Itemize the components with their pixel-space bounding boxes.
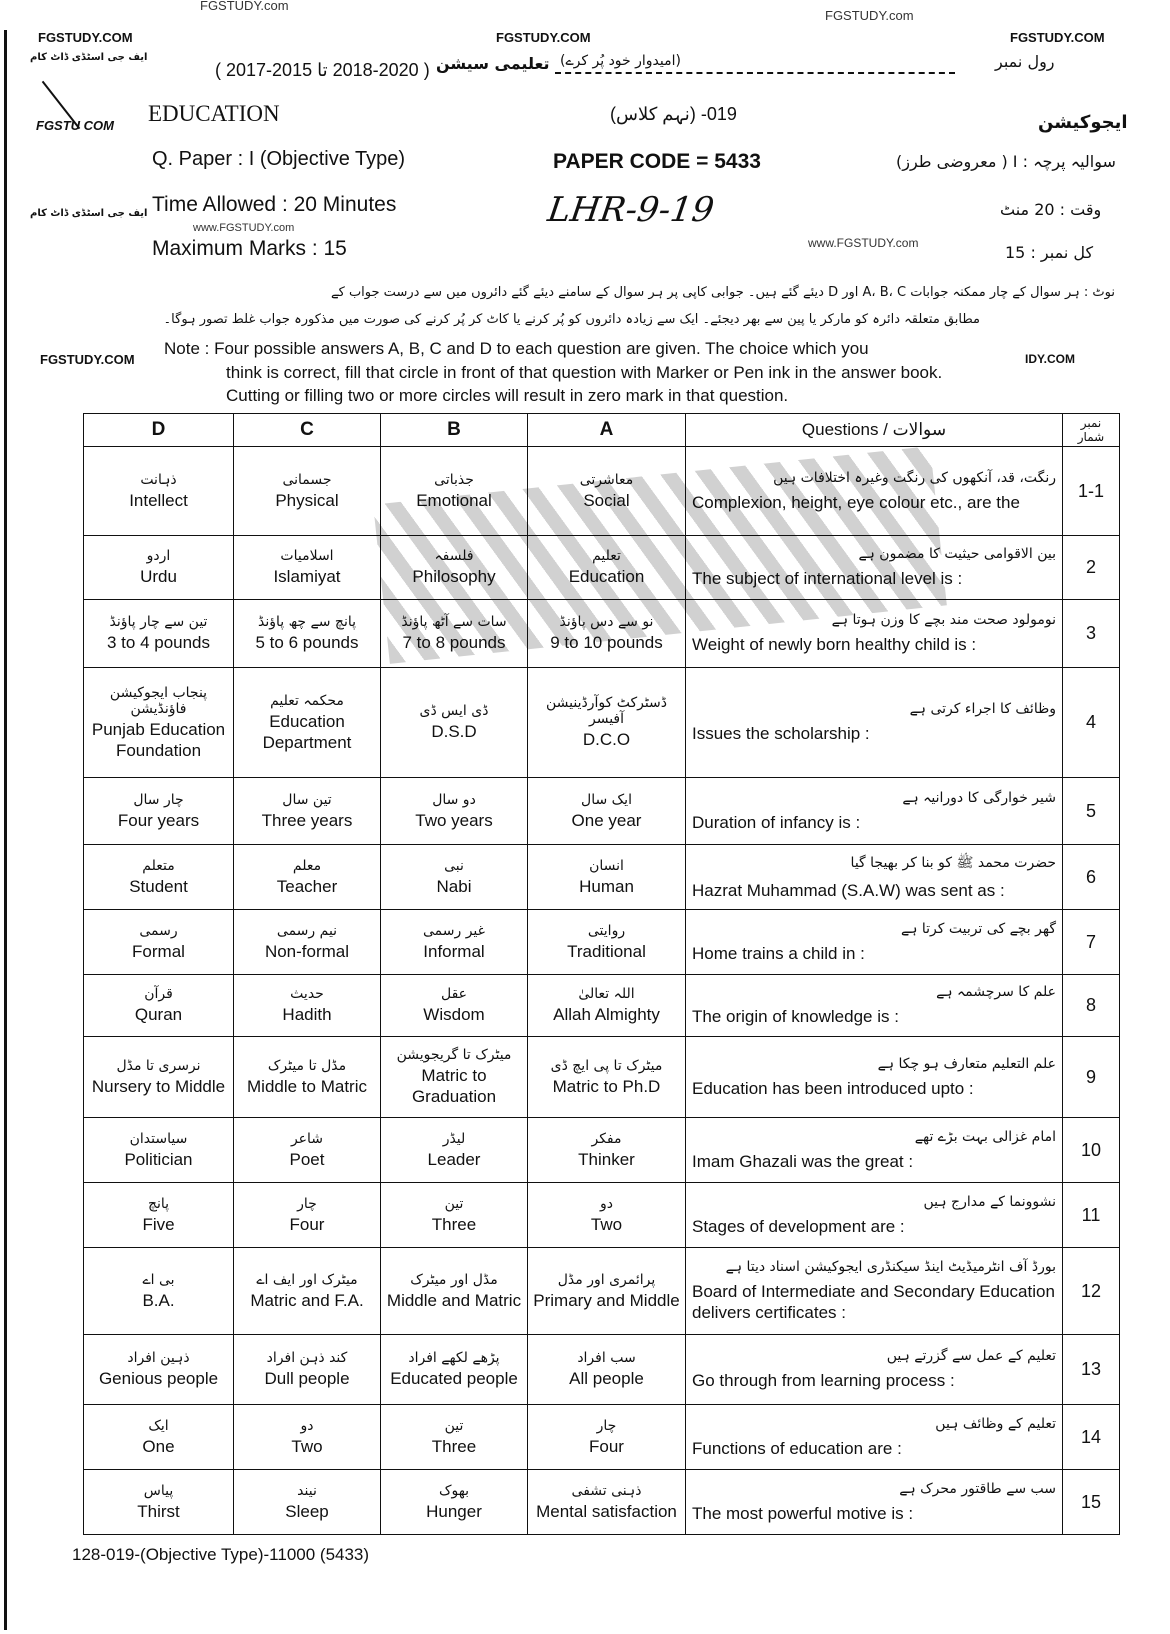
option-b [381,845,528,910]
question-english: Functions of education are : [692,1438,902,1458]
option-b [381,668,528,778]
watermark: FGSTUDY.com [825,8,914,23]
option-english: 5 to 6 pounds [255,633,359,652]
question-paper-type-urdu: سوالیہ پرچہ : I ( معروضی طرز) [896,152,1116,171]
question-text [686,1335,1063,1405]
watermark: www.FGSTUDY.com [193,222,295,234]
question-row [84,1248,1120,1335]
option-english: Two [590,1214,623,1234]
option-c [234,1335,381,1405]
option-english: Teacher [276,876,338,896]
option-urdu: تین [444,1195,464,1212]
option-english: Five [142,1214,175,1234]
option-urdu: ایک سال [581,791,632,808]
question-number: 8 [1063,975,1120,1037]
option-urdu: مڈل اور میٹرک [410,1271,498,1288]
option-d [84,1335,234,1405]
option-urdu: پانچ سے چھ پاؤنڈ [257,614,357,630]
question-urdu: بین الاقوامی حیثیت کا مضمون ہے [858,546,1056,562]
question-row [84,975,1120,1037]
option-english: Education [568,567,645,586]
option-urdu: بی اے [142,1271,175,1288]
option-english: Wisdom [423,1005,485,1024]
option-urdu: شاعر [290,1130,324,1147]
question-english: Duration of infancy is : [692,812,861,832]
option-urdu: نرسری تا مڈل [116,1057,201,1074]
question-row [84,668,1120,778]
question-number: 6 [1063,845,1120,910]
option-english: Intellect [129,490,188,510]
option-a [528,1118,686,1183]
option-d [84,910,234,975]
option-english: Two years [415,810,493,830]
option-urdu: معلم [292,857,322,874]
option-urdu: غیر رسمی [423,922,485,939]
option-b [381,1183,528,1248]
option-c [234,1470,381,1535]
option-a [528,1037,686,1118]
option-c [234,845,381,910]
option-urdu: سات سے آٹھ پاؤنڈ [401,614,507,630]
option-urdu: چار سال [133,791,184,808]
option-english: D.S.D [431,722,477,741]
question-text [686,668,1063,778]
option-english: Physical [275,490,339,510]
option-urdu: روایتی [587,922,626,939]
option-english: Politician [124,1149,193,1169]
option-c [234,975,381,1037]
option-urdu: پیاس [143,1482,174,1499]
question-number: 10 [1063,1118,1120,1183]
class-code: (نہم کلاس) -019 [610,104,737,124]
option-english: Middle to Matric [247,1076,367,1096]
option-a [528,778,686,845]
option-english: Punjab Education Foundation [91,719,226,760]
option-english: 3 to 4 pounds [106,633,211,652]
option-urdu: کند ذہن افراد [266,1350,348,1366]
option-english: Thirst [137,1501,180,1521]
time-allowed-urdu: وقت : 20 منٹ [1000,200,1102,219]
option-english: Allah Almighty [553,1005,660,1024]
option-urdu: پرائمری اور مڈل [557,1271,656,1288]
handwritten-code: LHR-9-19 [545,190,717,230]
option-english: Three [431,1214,477,1234]
note-line1: Note : Four possible answers A, B, C and D to each question are given. The choice which you [164,339,869,358]
option-english: Hunger [426,1501,482,1521]
question-english: Issues the scholarship : [692,724,870,743]
option-a [528,668,686,778]
option-urdu: دو سال [432,791,476,808]
option-urdu: محکمہ تعلیم [270,692,344,709]
question-row [84,1183,1120,1248]
question-number: 11 [1063,1183,1120,1248]
option-english: Emotional [416,490,492,510]
option-a [528,1183,686,1248]
question-number: 7 [1063,910,1120,975]
question-number: 9 [1063,1037,1120,1118]
option-english: Mental satisfaction [536,1501,677,1521]
scan-edge [4,30,7,1630]
paper-code: PAPER CODE = 5433 [553,150,761,173]
option-urdu: پڑھے لکھے افراد [408,1350,500,1366]
option-urdu: فلسفہ [434,548,474,564]
option-d [84,1405,234,1470]
question-english: Education has been introduced upto : [692,1078,974,1098]
option-english: Quran [134,1005,183,1024]
option-a [528,845,686,910]
option-english: Middle and Matric [386,1290,522,1310]
watermark: FGSTU COM [36,118,114,133]
option-english: 7 to 8 pounds [402,633,506,652]
column-header-number: نمبر شمار [1063,414,1120,447]
question-text [686,1037,1063,1118]
option-urdu: ڈی ایس ڈی [419,703,489,719]
option-english: B.A. [142,1290,175,1310]
watermark: FGSTUDY.COM [38,30,133,45]
question-urdu: سب سے طاقتور محرک ہے [899,1480,1056,1497]
question-english: Go through from learning process : [692,1371,955,1390]
watermark-urdu: ایف جی اسٹڈی ڈاٹ کام [30,208,148,219]
option-english: Non-formal [264,941,350,961]
roll-number-line [555,72,955,74]
option-d [84,845,234,910]
option-urdu: چار [596,1417,617,1434]
option-urdu: مفکر [591,1130,622,1147]
question-text [686,975,1063,1037]
option-d [84,1470,234,1535]
option-urdu: تعلیم [592,548,621,564]
question-english: The most powerful motive is : [692,1503,914,1523]
question-english: The origin of knowledge is : [692,1007,899,1026]
option-english: Education Department [262,711,352,752]
option-d [84,1118,234,1183]
option-english: Traditional [567,941,646,961]
question-number: 12 [1063,1248,1120,1335]
option-english: One [142,1436,175,1456]
question-urdu: تعلیم کے عمل سے گزرتے ہیں [886,1348,1056,1364]
option-english: Three [431,1436,477,1456]
option-urdu: تین سال [282,791,332,808]
option-english: One year [571,810,642,830]
option-d [84,975,234,1037]
option-urdu: جذباتی [434,471,474,488]
option-urdu: انسان [589,857,624,874]
session-years: ( 2018-2020 تا 2015-2017 ) [215,60,430,80]
option-urdu: تین [444,1417,464,1434]
question-urdu: تعلیم کے وظائف ہیں [935,1415,1056,1432]
question-text [686,910,1063,975]
column-header-a: A [528,414,686,447]
question-number: 5 [1063,778,1120,845]
option-urdu: سب افراد [577,1350,636,1366]
question-urdu: بورڈ آف انٹرمیڈیٹ اینڈ سیکنڈری ایجوکیشن اسناد دیتا ہے [725,1259,1056,1275]
option-urdu: ذہین افراد [127,1350,190,1366]
question-urdu: نشوونما کے مدارج ہیں [923,1193,1056,1210]
option-urdu: حدیث [290,986,324,1002]
option-english: Four [289,1214,325,1234]
column-header-d: D [84,414,234,447]
option-urdu: مڈل تا میٹرک [267,1057,347,1074]
watermark: www.FGSTUDY.com [808,236,919,250]
option-urdu: متعلم [142,857,175,874]
option-english: Informal [423,941,485,961]
option-urdu: ڈسٹرکٹ کوآرڈینیشن آفیسر [545,695,668,727]
option-c [234,1183,381,1248]
question-english: Complexion, height, eye colour etc., are the [692,492,1020,512]
note-line3: Cutting or filling two or more circles will result in zero mark in that question. [226,386,789,405]
option-urdu: دو [600,1195,613,1212]
option-urdu: بھوک [438,1482,470,1499]
question-urdu: وظائف کا اجراء کرتی ہے [909,701,1056,717]
question-english: Home trains a child in : [692,943,865,963]
question-row [84,1037,1120,1118]
option-d [84,668,234,778]
option-english: Matric to Ph.D [552,1076,661,1096]
question-text [686,1405,1063,1470]
option-d [84,600,234,668]
option-b [381,1248,528,1335]
note-line2: think is correct, fill that circle in front of that question with Marker or Pen ink in the answer book. [226,363,943,382]
option-d [84,536,234,600]
question-urdu: حضرت محمد ﷺ کو بنا کر بھیجا گیا [850,854,1056,871]
option-b [381,778,528,845]
subject-title: EDUCATION [148,101,280,126]
option-english: Nabi [436,876,472,896]
option-d [84,778,234,845]
question-row [84,845,1120,910]
subject-title-urdu: ایجوکیشن [1038,112,1128,133]
question-urdu: علم کا سرچشمہ ہے [936,984,1056,1000]
watermark: IDY.COM [1025,352,1076,366]
question-urdu: رنگت، قد، آنکھوں کی رنگت وغیرہ اختلافات ہیں [773,469,1056,486]
option-a [528,1248,686,1335]
question-text [686,1248,1063,1335]
option-english: Educated people [390,1369,518,1388]
question-urdu: گھر بچے کی تربیت کرتا ہے [900,920,1056,937]
column-header-b: B [381,414,528,447]
option-urdu: سیاستدان [129,1130,188,1147]
watermark-urdu: ایف جی اسٹڈی ڈاٹ کام [30,52,148,63]
option-b [381,1405,528,1470]
option-english: Philosophy [412,567,496,586]
question-english: Weight of newly born healthy child is : [692,635,977,654]
note-urdu-line1: نوٹ : ہر سوال کے چار ممکنہ جوابات A، B، C اور D دیئے گئے ہیں۔ جوابی کاپی پر ہر سوال کے سامنے دیئے گئے دائروں میں سے درست جواب کے [331,285,1115,300]
question-row [84,910,1120,975]
question-row [84,778,1120,845]
option-english: Urdu [140,567,177,586]
column-header-questions: Questions / سوالات [686,414,1063,447]
option-a [528,1405,686,1470]
option-english: Hadith [282,1005,332,1024]
maximum-marks-urdu: کل نمبر : 15 [1005,243,1094,262]
question-paper-type: Q. Paper : I (Objective Type) [152,148,406,170]
option-urdu: اللہ تعالیٰ [578,986,635,1002]
option-b [381,1118,528,1183]
question-urdu: علم التعلیم متعارف ہو چکا ہے [877,1055,1056,1072]
option-a [528,1335,686,1405]
option-english: Student [129,876,188,896]
option-english: Dull people [264,1369,350,1388]
question-number: 2 [1063,536,1120,600]
option-a [528,910,686,975]
question-english: Board of Intermediate and Secondary Education delivers certificates : [692,1282,1055,1322]
option-urdu: جسمانی [282,471,332,488]
option-urdu: میٹرک اور ایف اے [256,1271,358,1288]
option-english: Thinker [578,1149,635,1169]
option-english: 9 to 10 pounds [550,633,663,652]
question-text [686,845,1063,910]
option-urdu: نبی [444,857,464,874]
option-english: Two [291,1436,323,1456]
option-urdu: قرآن [144,986,173,1002]
question-english: Stages of development are : [692,1216,905,1236]
option-c [234,778,381,845]
question-number: 13 [1063,1335,1120,1405]
option-english: Three years [261,810,353,830]
option-d [84,447,234,536]
question-text [686,778,1063,845]
option-urdu: ذہنی تشفی [571,1482,642,1499]
question-number: 1-1 [1063,447,1120,536]
watermark: FGSTUDY.com [200,0,289,13]
option-urdu: چار [297,1195,317,1212]
option-a [528,1470,686,1535]
option-english: All people [569,1369,644,1388]
option-urdu: نیم رسمی [276,922,338,939]
option-urdu: میٹرک تا پی ایچ ڈی [550,1057,663,1074]
question-english: Imam Ghazali was the great : [692,1151,914,1171]
option-urdu: اسلامیات [280,548,334,564]
question-number: 14 [1063,1405,1120,1470]
note-urdu-line2: مطابق متعلقہ دائرہ کو مارکر یا پین سے بھر دیجئے۔ ایک سے زیادہ دائروں کو پُر کرنے یا کاٹ کر پُر کرنے کی صورت میں مذکورہ جواب غلط تصور ہوگا۔ [163,312,980,327]
option-b [381,1335,528,1405]
option-c [234,1037,381,1118]
column-header-c: C [234,414,381,447]
option-urdu: تین سے چار پاؤنڈ [109,614,208,630]
option-english: Four years [117,810,200,830]
option-english: Matric and F.A. [250,1290,364,1310]
option-c [234,600,381,668]
option-c [234,1118,381,1183]
option-urdu: دو [300,1417,314,1434]
question-urdu: امام غزالی بہت بڑے تھے [914,1128,1056,1145]
option-english: Formal [132,941,185,961]
table-header-row [84,414,1120,447]
question-english: The subject of international level is : [692,569,963,588]
option-english: Matric to Graduation [411,1066,497,1106]
option-c [234,1248,381,1335]
option-english: Primary and Middle [533,1290,680,1310]
roll-number-label: رول نمبر [995,52,1055,71]
watermark: FGSTUDY.COM [1010,30,1105,45]
time-allowed: Time Allowed : 20 Minutes [152,193,397,216]
option-urdu: معاشرتی [579,471,634,488]
option-urdu: لیڈر [442,1130,466,1147]
question-number: 3 [1063,600,1120,668]
session-label: تعلیمی سیشن [436,54,550,73]
option-c [234,447,381,536]
option-b [381,1037,528,1118]
option-a [528,975,686,1037]
watermark: FGSTUDY.COM [496,30,591,45]
question-text [686,1470,1063,1535]
question-english: Hazrat Muhammad (S.A.W) was sent as : [692,880,1005,900]
maximum-marks: Maximum Marks : 15 [152,237,347,260]
option-urdu: ایک [148,1417,169,1434]
option-d [84,1248,234,1335]
option-d [84,1037,234,1118]
option-c [234,1405,381,1470]
option-urdu: اردو [146,548,171,564]
option-english: Social [583,490,630,510]
question-row [84,1405,1120,1470]
option-b [381,910,528,975]
option-b [381,1470,528,1535]
question-number: 15 [1063,1470,1120,1535]
option-english: Nursery to Middle [91,1076,226,1096]
option-c [234,668,381,778]
option-urdu: پنجاب ایجوکیشن فاؤنڈیشن [109,684,208,717]
option-english: D.C.O [582,730,631,749]
footer-code: 128-019-(Objective Type)-11000 (5433) [72,1545,370,1564]
option-c [234,536,381,600]
question-row [84,1118,1120,1183]
option-english: Four [589,1436,624,1456]
option-english: Human [579,876,634,896]
option-english: Poet [289,1149,325,1169]
option-urdu: نو سے دس پاؤنڈ [559,614,654,630]
option-urdu: نیند [297,1482,317,1499]
option-english: Islamiyat [273,567,341,586]
option-c [234,910,381,975]
question-row [84,1470,1120,1535]
question-text [686,1118,1063,1183]
option-english: Leader [427,1149,481,1169]
option-d [84,1183,234,1248]
option-urdu: عقل [440,986,468,1002]
option-urdu: میٹرک تا گریجویشن [396,1047,512,1063]
watermark: FGSTUDY.COM [40,352,135,367]
question-urdu: نومولود صحت مند بچے کا وزن ہوتا ہے [831,612,1056,628]
option-b [381,975,528,1037]
option-urdu: پانچ [147,1195,170,1212]
option-english: Sleep [285,1501,329,1521]
question-urdu: شیر خوارگی کا دورانیہ ہے [902,789,1056,806]
question-number: 4 [1063,668,1120,778]
question-text [686,1183,1063,1248]
question-row [84,1335,1120,1405]
candidate-fill-label: (امیدوار خود پُر کرے) [560,53,681,69]
option-english: Genious people [98,1369,219,1388]
option-urdu: رسمی [139,922,178,939]
option-urdu: ذہانت [140,471,177,488]
